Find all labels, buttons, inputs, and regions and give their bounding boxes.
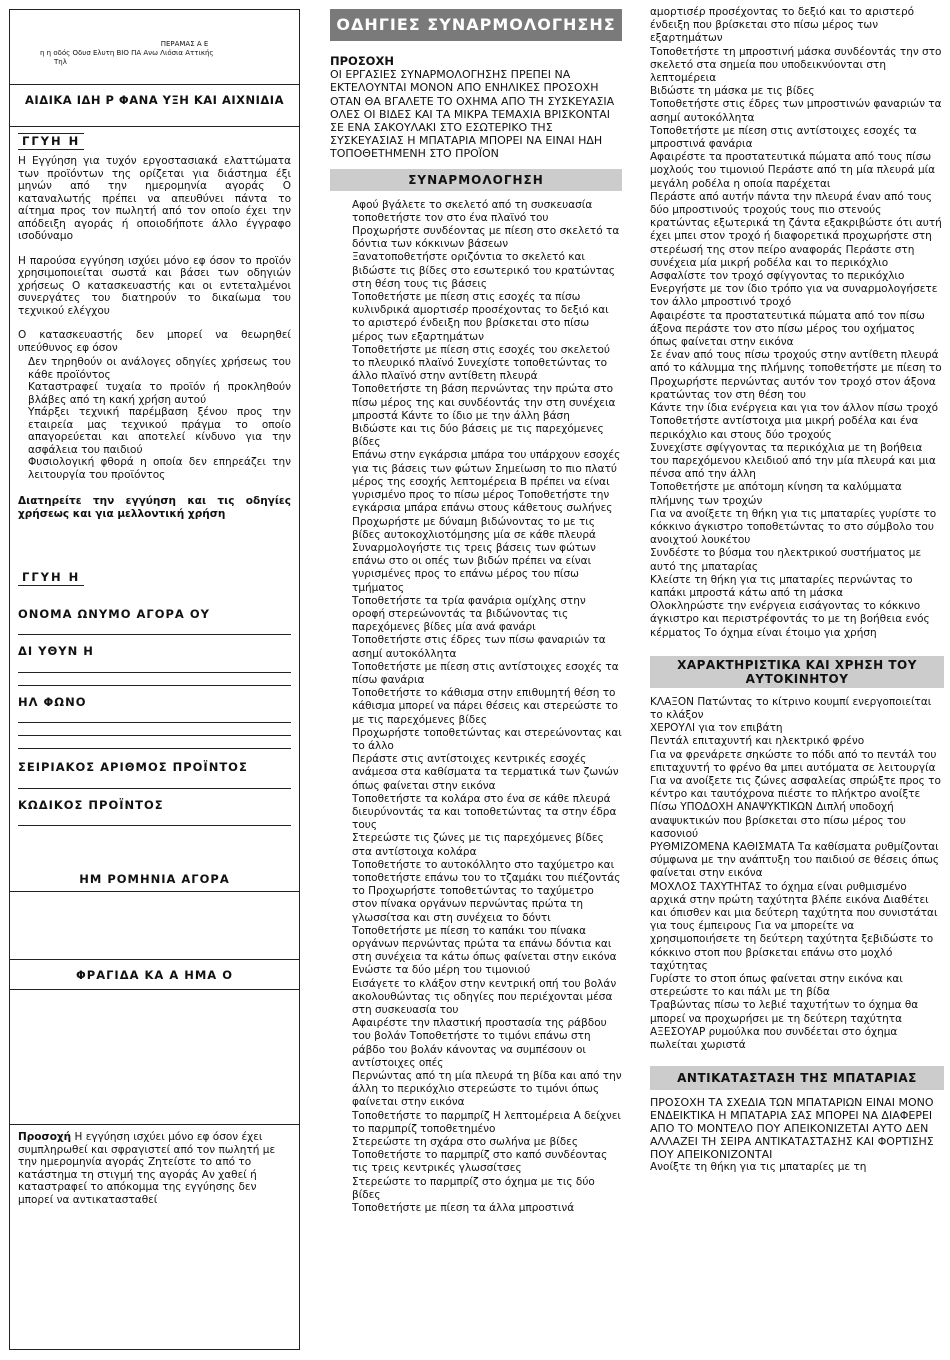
warranty-item: Καταστραφεί τυχαία το προϊόν ή προκληθούν βλάβες από τη κακή χρήση αυτού: [28, 381, 291, 406]
assembly-heading: ΣΥΝΑΡΜΟΛΟΓΗΣΗ: [330, 169, 622, 191]
phone-label: ΗΛ ΦΩΝΟ: [18, 694, 87, 709]
address-line[interactable]: [18, 658, 291, 673]
warranty-para-3: Ο κατασκευαστής δεν μπορεί να θεωρηθεί υπεύθυνος εφ όσον: [18, 329, 291, 354]
assembly-text: Αφού βγάλετε το σκελετό από τη συσκευασία τοποθετήστε τον στο ένα πλαϊνό του Προχωρήστε συνδέοντας με πίεση στο σκελετό τα δόντια των κόκκινων βάσεων Ξανατοποθετήστε οριζόντια το σκελετό και βιδώστε τις βίδες στο εσωτερικό του κρατώντας στη θέση τους τις βάσεις Τοποθετήστε με πίεση στις εσοχές τα πίσω κυλινδρικά αμορτισέρ προσέχοντας το δεξιό και το αριστερό ένδειξη που βρίσκεται στο πίσω μέρος των εξαρτημάτων Τοποθετήστε με πίεση στις εσοχές του σκελετού το πλευρικό πλαϊνό Συνεχίστε τοποθετώντας το άλλο πλαϊνό στην αντίθετη πλευρά Τοποθετήστε τη βάση περνώντας την πρώτα στο πίσω μέρος της και συνδέοντάς την στη συνέχεια μπροστά Κάντε το ίδιο με την άλλη βάση Βιδώστε και τις δύο βάσεις με τις παρεχόμενες βίδες Επάνω στην εγκάρσια μπάρα του υπάρχουν εσοχές για τις βάσεις των φώτων Σημείωση το πιο πλατύ μέρος της εσοχής λεπτομέρεια Β πρέπει να είναι γυρισμένο προς το πίσω μέρος Τοποθετήστε την εγκάρσια μπάρα επάνω στους κάθετους σωλήνες Προχωρήστε με δύναμη βιδώνοντας το με τις βίδες αυτοκοχλιοτόμησης μία σε κάθε πλευρά Συναρμολογήστε τις τρεις βάσεις των φώτων επάνω στο οι οπές των βιδών πρέπει να είναι γυρισμένες προς το επάνω μέρος του πίσω τμήματος Τοποθετήστε τα τρία φανάρια ομίχλης στην οροφή στερεώνοντάς τα βιδώνοντας τις παρεχόμενες βίδες μία ανά φανάρι Τοποθετήστε στις έδρες των πίσω φαναριών τα ασημί αυτοκόλλητα Τοποθετήστε με πίεση στις αντίστοιχες εσοχές τα πίσω φανάρια Τοποθετήστε το κάθισμα στην επιθυμητή θέση το κάθισμα μπορεί να πάρει θέσεις και στερεώστε το με τις παρεχόμενες βίδες Προχωρήστε τοποθετώντας και στερεώνοντας και το άλλο Περάστε στις αντίστοιχες κεντρικές εσοχές ανάμεσα στα καθίσματα τα τερματικά των ζωνών όπως φαίνεται στην εικόνα Τοποθετήστε τα κολάρα στο ένα σε κάθε πλευρά διευρύνοντάς τα και τοποθετώντας τα στην έδρα τους Στερεώστε τις ζώνες με τις παρεχόμενες βίδες στα αντίστοιχα κολάρα Τοποθετήστε το αυτοκόλλητο στο ταχύμετρο και τοποθετήστε επάνω του το τζαμάκι του πιέζοντάς το Προχωρήστε τοποθετώντας το ταχύμετρο στον πίνακα οργάνων περνώντας πρώτα τη γλωσσίτσα και στη συνέχεια το δόντι Τοποθετήστε με πίεση το καπάκι του πίνακα οργάνων περνώντας πρώτα τα επάνω δόντια και στη συνέχεια τα κάτω όπως φαίνεται στην εικόνα Ενώστε τα δύο μέρη του τιμονιού Εισάγετε το κλάξον στην κεντρική οπή του βολάν ακολουθώντας τις οδηγίες που περιέχονται μέσα στη συσκευασία του Αφαιρέστε την πλαστική προστασία της ράβδου του βολάν Τοποθετήστε το τιμόνι επάνω στη ράβδο του βολάν κάνοντας να συμπέσουν οι αντίστοιχες οπές Περνώντας από τη μία πλευρά τη βίδα και από την άλλη το περικόχλιο στερεώστε το τιμόνι όπως φαίνεται στην εικόνα Τοποθετήστε το παρμπρίζ Η λεπτομέρεια Α δείχνει το παρμπρίζ τοποθετημένο Στερεώστε τη σχάρα στο σωλήνα με βίδες Τοποθετήστε το παρμπρίζ στο καπό συνδέοντας τις τρεις κεντρικές γλωσσίτσες Στερεώστε το παρμπρίζ στο όχημα με τις δύο βίδες Τοποθετήστε με πίεση τα άλλα μπροστινά: [352, 198, 622, 1215]
warranty-terms: [10, 127, 299, 892]
serial-number-line[interactable]: [18, 774, 291, 789]
address-line[interactable]: [18, 673, 291, 686]
features-heading: ΧΑΡΑΚΤΗΡΙΣΤΙΚΑ ΚΑΙ ΧΡΗΣΗ ΤΟΥ ΑΥΤΟΚΙΝΗΤΟΥ: [650, 656, 944, 688]
warranty-note: [10, 1125, 299, 1212]
company-address: [10, 10, 299, 85]
note-bold: Προσοχή: [18, 1131, 72, 1143]
form-heading: ΓΓΥΗ Η: [18, 570, 291, 586]
usage-column: [650, 6, 944, 1174]
phone-line[interactable]: [18, 708, 291, 723]
battery-heading: ΑΝΤΙΚΑΤΑΣΤΑΣΗ ΤΗΣ ΜΠΑΤΑΡΙΑΣ: [650, 1066, 944, 1090]
serial-number-label: ΣΕΙΡΙΑΚΟΣ ΑΡΙΘΜΟΣ ΠΡΟΪΝΤΟΣ: [18, 760, 248, 774]
purchase-date-box: [10, 872, 299, 960]
features-text: ΚΛΑΞΟΝ Πατώντας το κίτρινο κουμπί ενεργοποιείται το κλάξον ΧΕΡΟΥΛΙ για τον επιβάτη Πεντάλ επιταχυντή και ηλεκτρικό φρένο Για να φρενάρετε σηκώστε το πόδι από το πεντάλ του επιταχυντή το φρένο θα μπει αυτόματα σε λειτουργία Για να ανοίξετε τις ζώνες ασφαλείας σπρώξτε προς το κέντρο και ταυτόχρονα πιέστε το πλήκτρο ανοίξτε Πίσω ΥΠΟΔΟΧΗ ΑΝΑΨΥΚΤΙΚΩΝ Διπλή υποδοχή αναψυκτικών που βρίσκεται στο πίσω μέρος του κασονιού ΡΥΘΜΙΖΟΜΕΝΑ ΚΑΘΙΣΜΑΤΑ Τα καθίσματα ρυθμίζονται σύμφωνα με την ανάπτυξη του παιδιού σε θέσεις όπως φαίνεται στην εικόνα ΜΟΧΛΟΣ ΤΑΧΥΤΗΤΑΣ το όχημα είναι ρυθμισμένο αρχικά στην πρώτη ταχύτητα βλέπε εικόνα Διαθέτει και όπισθεν και μια δεύτερη ταχύτητα που συνιστάται για τους έμπειρους Για να μπορείτε να χρησιμοποιήσετε τη δεύτερη ταχύτητα ξεβιδώστε το κόκκινο στοπ που βρίσκεται επάνω στο μοχλό ταχύτητας Γυρίστε το στοπ όπως φαίνεται στην εικόνα και στερεώστε το και πάλι με τη βίδα Τραβώντας πίσω το λεβιέ ταχυτήτων το όχημα θα μπορεί να προχωρήσει με τη δεύτερη ταχύτητα ΑΞΕΣΟΥΑΡ ρυμούλκα που συνδέεται στο όχημα πωλείται χωριστά: [650, 695, 941, 1052]
assembly-column: [330, 9, 622, 1215]
keep-warranty-note: Διατηρείτε την εγγύηση και τις οδηγίες χρήσεως και για μελλοντική χρήση: [18, 495, 291, 520]
warranty-heading: ΓΓΥΗ Η: [18, 127, 291, 155]
address-line-2: η η οδός Οδυσ Ελυτη ΒΙΟ ΠΑ Ανω Λιόσια Αττικής: [40, 49, 214, 57]
warranty-para-1: Η Εγγύηση για τυχόν εργοστασιακά ελαττώματα των προϊόντων της ορίζεται για διάστημα έξι μηνών από την ημερομηνία αγοράς Ο καταναλωτής πρέπει να απευθύνει πάντα το αίτημα προς τον πωλητή από τον οποίο έχει την απόδειξη αγοράς ή οποιοδήποτε άλλο έγγραφο ισοδύναμο: [18, 155, 291, 242]
card-title: ΑΙΔΙΚΑ ΙΔΗ Ρ ΦΑΝΑ ΥΞΗ ΚΑΙ ΑΙΧΝΙΔΙΑ: [10, 85, 299, 127]
warranty-para-2: Η παρούσα εγγύηση ισχύει μόνο εφ όσον το προϊόν χρησιμοποιείται σωστά και βάσει των οδηγιών χρήσεως Ο κατασκευαστής και οι εντεταλμένοι συνεργάτες του διατηρούν το δικαίωμα του τεχνικού ελέγχου: [18, 254, 291, 317]
buyer-name-label: ΟΝΟΜΑ ΩΝΥΜΟ ΑΓΟΡΑ ΟΥ: [18, 606, 210, 621]
product-code-line[interactable]: [18, 811, 291, 826]
battery-text: Ανοίξτε τη θήκη για τις μπαταρίες με τη: [650, 1161, 867, 1174]
stamp-area: [10, 990, 299, 1125]
phone-line[interactable]: [18, 736, 291, 749]
warning-text: ΟΙ ΕΡΓΑΣΙΕΣ ΣΥΝΑΡΜΟΛΟΓΗΣΗΣ ΠΡΕΠΕΙ ΝΑ ΕΚΤΕΛΟΥΝΤΑΙ ΜΟΝΟΝ ΑΠΟ ΕΝΗΛΙΚΕΣ ΠΡΟΣΟΧΗ ΟΤΑΝ ΘΑ ΒΓΑΛΕΤΕ ΤΟ ΟΧΗΜΑ ΑΠΟ ΤΗ ΣΥΣΚΕΥΑΣΙΑ ΟΛΕΣ ΟΙ ΒΙΔΕΣ ΚΑΙ ΤΑ ΜΙΚΡΑ ΤΕΜΑΧΙΑ ΒΡΙΣΚΟΝΤΑΙ ΣΕ ΕΝΑ ΣΑΚΟΥΛΑΚΙ ΣΤΟ ΕΣΩΤΕΡΙΚΟ ΤΗΣ ΣΥΣΚΕΥΑΣΙΑΣ Η ΜΠΑΤΑΡΙΑ ΜΠΟΡΕΙ ΝΑ ΕΙΝΑΙ ΗΔΗ ΤΟΠΟΘΕΤΗΜΕΝΗ ΣΤΟ ΠΡΟΪΟΝ: [330, 68, 615, 161]
address-line-1: ΠΕΡΑΜΑΣ Α Ε: [160, 40, 209, 48]
safety-warning: [330, 55, 622, 161]
buyer-name-line[interactable]: [18, 620, 291, 635]
purchase-date-label: ΗΜ ΡΟΜΗΝΙΑ ΑΓΟΡΑ: [79, 872, 230, 886]
product-code-label: ΚΩΔΙΚΟΣ ΠΡΟΪΝΤΟΣ: [18, 797, 164, 812]
note-text: Η εγγύηση ισχύει μόνο εφ όσον έχει συμπληρωθεί και σφραγιστεί από τον πωλητή με την ημερομηνία αγοράς Ζητείστε το από το κατάστημα τη στιγμή της αγοράς Αν χαθεί ή καταστραφεί το απόκομμα της εγγύησης δεν μπορεί να αντικατασταθεί: [18, 1131, 276, 1206]
instructions-banner: ΟΔΗΓΙΕΣ ΣΥΝΑΡΜΟΛΟΓΗΣΗΣ: [330, 9, 622, 41]
warranty-item: Υπάρξει τεχνική παρέμβαση ξένου προς την εταιρεία μας τεχνικού πράγμα το οποίο απαγορεύεται και αποτελεί κίνδυνο για την ασφάλεια του παιδιού: [28, 406, 291, 456]
address-line-3: Τηλ: [54, 58, 67, 66]
battery-warning: ΠΡΟΣΟΧΗ ΤΑ ΣΧΕΔΙΑ ΤΩΝ ΜΠΑΤΑΡΙΩΝ ΕΙΝΑΙ ΜΟΝΟ ΕΝΔΕΙΚΤΙΚΑ Η ΜΠΑΤΑΡΙΑ ΣΑΣ ΜΠΟΡΕΙ ΝΑ ΔΙΑΦΕΡΕΙ ΑΠΟ ΤΟ ΜΟΝΤΕΛΟ ΠΟΥ ΑΠΕΙΚΟΝΙΖΕΤΑΙ ΑΥΤΟ ΔΕΝ ΑΛΛΑΖΕΙ ΤΗ ΣΕΙΡΑ ΑΝΤΙΚΑΤΑΣΤΑΣΗΣ ΚΑΙ ΦΟΡΤΙΣΗΣ ΠΟΥ ΑΠΕΙΚΟΝΙΖΟΝΤΑΙ: [650, 1096, 934, 1162]
warranty-item: Φυσιολογική φθορά η οποία δεν επηρεάζει την λειτουργία του προϊόντος: [28, 456, 291, 481]
assembly-text-continued: αμορτισέρ προσέχοντας το δεξιό και το αριστερό ένδειξη που βρίσκεται στο πίσω μέρος των εξαρτημάτων Τοποθετήστε τη μπροστινή μάσκα συνδέοντάς την στο σκελετό στα σημεία που υποδεικνύονται στη λεπτομέρεια Βιδώστε τη μάσκα με τις βίδες Τοποθετήστε στις έδρες των μπροστινών φαναριών τα ασημί αυτοκόλλητα Τοποθετήστε με πίεση στις αντίστοιχες εσοχές τα μπροστινά φανάρια Αφαιρέστε τα προστατευτικά πώματα από τους πίσω μοχλούς του τιμονιού Περάστε από τη μία πλευρά μία μεγάλη ροδέλα η οποία παρέχεται Περάστε από αυτήν πάντα την πλευρά έναν από τους δύο μπροστινούς τροχούς τους πιο στενούς κρατώντας εξωτερικά τη ζάντα εξακριβώστε ότι αυτή έχει μπει στον τροχό ή διαφορετικά προχωρήστε στη στερέωσή της στον πείρο αναφοράς Περάστε στη συνέχεια μία μικρή ροδέλα και το περικόχλιο Ασφαλίστε τον τροχό σφίγγοντας το περικόχλιο Ενεργήστε με τον ίδιο τρόπο για να συναρμολογήσετε τον άλλο μπροστινό τροχό Αφαιρέστε τα προστατευτικά πώματα από τον πίσω άξονα περάστε τον στο πίσω μέρος του οχήματος όπως φαίνεται στην εικόνα Σε έναν από τους πίσω τροχούς στην αντίθετη πλευρά από το κάλυμμα της πλήμνης τοποθετήστε με πίεση το Προχωρήστε περνώντας αυτόν τον τροχό στον άξονα κρατώντας τον στη θέση του Κάντε την ίδια ενέργεια και για τον άλλον πίσω τροχό Τοποθετήστε αντίστοιχα μια μικρή ροδέλα και ένα περικόχλιο και στους δύο τροχούς Συνεχίστε σφίγγοντας τα περικόχλια με τη βοήθεια του παρεχόμενου κλειδιού από την μία πλευρά και μια πένσα από την άλλη Τοποθετήστε με απότομη κίνηση τα καλύμματα πλήμνης των τροχών Για να ανοίξετε τη θήκη για τις μπαταρίες γυρίστε το κόκκινο άγκιστρο τοποθετώντας το στο σύμβολο του ανοιχτού λουκέτου Συνδέστε το βύσμα του ηλεκτρικού συστήματος με αυτό της μπαταρίας Κλείστε τη θήκη για τις μπαταρίες περνώντας το καπάκι μπροστά κάτω από τη μάσκα Ολοκληρώστε την ενέργεια εισάγοντας το κόκκινο άγκιστρο και περιστρέφοντάς το με τη βοήθεια ενός κέρματος Το όχημα είναι έτοιμο για χρήση: [650, 6, 942, 639]
warranty-item: Δεν τηρηθούν οι ανάλογες οδηγίες χρήσεως του κάθε προϊόντος: [28, 356, 291, 381]
address-label: ΔΙ ΥΘΥΝ Η: [18, 644, 94, 658]
warning-title: ΠΡΟΣΟΧΗ: [330, 54, 394, 68]
stamp-label: ΦΡΑΓΙΔΑ ΚΑ Α ΗΜΑ Ο: [10, 960, 299, 990]
phone-line[interactable]: [18, 723, 291, 736]
warranty-card: [9, 9, 300, 1350]
